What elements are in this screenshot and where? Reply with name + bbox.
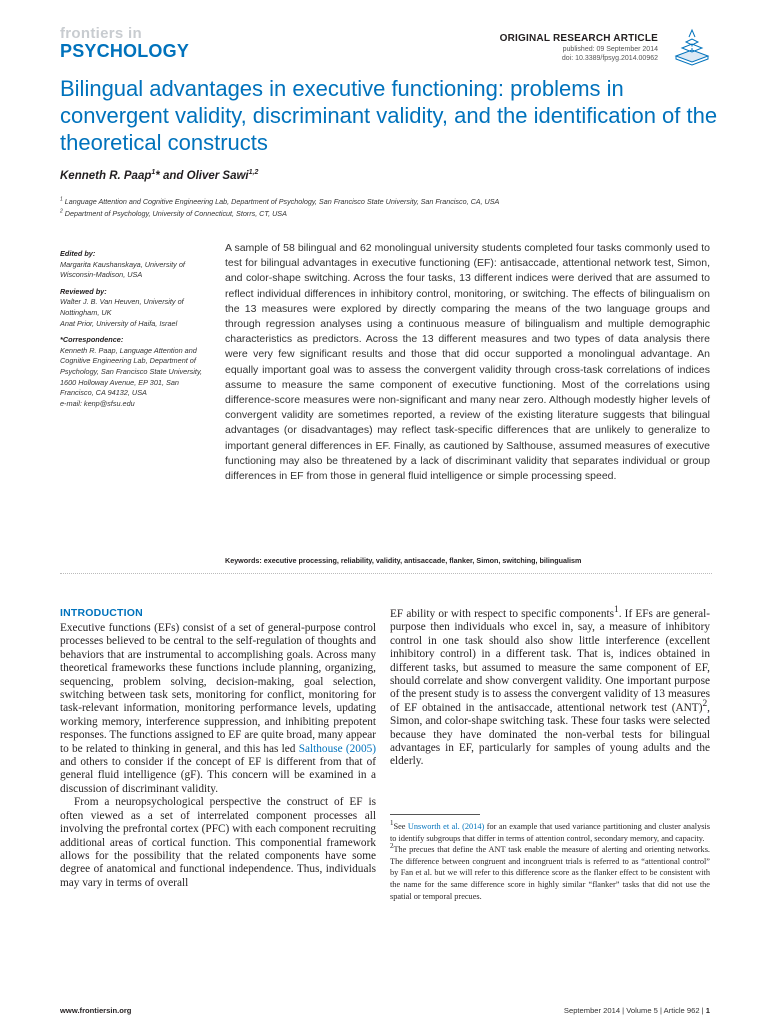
paragraph-text: Executive functions (EFs) consist of a set of general-purpose control processes believed to be central to the self-regulation of thoughts and behaviors that are instrumental to accomplishing goals. Across many theoretical frameworks these functions include planning, organizing, sequencing, problem solving, decision-making, goal selection, switching between task sets, monitoring for conflict, monitoring for task-relevant information, monitoring performance levels, updating working memory, interference suppression, and inhibiting prepotent responses. The functions assigned to EF are quite broad, many appear to be related to thinking in general, and this has led xyxy=(60,622,376,755)
affiliation xyxy=(60,209,287,218)
corresponding-marker: * xyxy=(155,170,160,182)
affiliation-number: 1 xyxy=(60,196,63,203)
author-name[interactable]: Oliver Sawi xyxy=(186,170,249,182)
footnote-text: for an example that used variance partitioning and cluster analysis to identify subgroups that differ in terms of attention control, secondary memory, and capacity. xyxy=(390,822,710,843)
reviewed-by-heading: Reviewed by: xyxy=(60,286,107,296)
author-conjunction: and xyxy=(159,170,187,182)
affiliation-number: 2 xyxy=(60,208,63,215)
affiliation-marker: 1 xyxy=(151,169,156,177)
paragraph-text: EF ability or with respect to specific components xyxy=(390,608,615,620)
citation-link[interactable]: Salthouse (2005) xyxy=(298,742,376,755)
reviewer-info: Walter J. B. Van Heuven, University of Nottingham, UK xyxy=(60,297,184,317)
footer-website-link[interactable]: www.frontiersin.org xyxy=(60,1006,132,1015)
author-name[interactable]: Kenneth R. Paap xyxy=(60,170,152,182)
footnote-number: 1 xyxy=(390,820,394,828)
logo-journal-name: PSYCHOLOGY xyxy=(60,41,190,61)
paragraph: From a neuropsychological perspective the construct of EF is often viewed as a set of interrelated component processes all involving the prefrontal cortex (PFC) with each component recruiting additional areas of cortical function. This componential framework allows for the possibility that the related components have some degree of anatomical and functional independence. Thus, individuals may vary in terms of overall xyxy=(60,796,376,889)
citation-link[interactable]: Unsworth et al. (2014) xyxy=(407,822,485,831)
footnote-number: 2 xyxy=(390,843,394,851)
footnote-rule xyxy=(390,814,480,815)
journal-logo[interactable] xyxy=(60,26,189,60)
editor-info: Margarita Kaushanskaya, University of Wisconsin-Madison, USA xyxy=(60,259,185,280)
paragraph-text: and others to consider if the concept of EF is different from that of general fluid intelligence (gF). This concern will be examined in a discussion of discriminant validity. xyxy=(60,756,376,795)
footnote-marker[interactable]: 1 xyxy=(614,605,619,616)
keywords-line: Keywords: executive processing, reliability, validity, antisaccade, flanker, Simon, switching, bilingualism xyxy=(225,556,582,565)
footer-citation-info xyxy=(564,1006,710,1015)
correspondence-email[interactable]: e-mail: kenp@sfsu.edu xyxy=(60,398,135,408)
footnote-text: The precues that define the ANT task enable the measure of alerting and orienting networks. The difference between congruent and incongruent trials is referred to as “attentional control” by Fan et al. but we will refer to this difference score as the flanker effect to be consistent with the name for the same difference score in highly similar “flanker” tasks that did not use the spatial or temporal precues. xyxy=(390,845,710,901)
affiliation-marker: 1,2 xyxy=(248,169,259,177)
paragraph xyxy=(60,622,376,796)
affiliation-text: Language Attention and Cognitive Engineering Lab, Department of Psychology, San Francisco State University, San Francisco, CA, USA xyxy=(64,197,500,206)
correspondence-heading: *Correspondence: xyxy=(60,335,124,345)
author-list xyxy=(60,170,258,182)
article-graphic-icon xyxy=(672,26,712,66)
article-title: Bilingual advantages in executive functioning: problems in convergent validity, discriminant validity, and the identification of the theoretical constructs xyxy=(60,76,718,155)
edited-by-heading: Edited by: xyxy=(60,249,96,258)
footer-issue-info: September 2014 | Volume 5 | Article 962 | xyxy=(563,1006,706,1015)
published-date: published: 09 September 2014 xyxy=(562,46,658,53)
footnotes xyxy=(390,821,710,902)
section-heading-introduction: INTRODUCTION xyxy=(60,607,143,619)
correspondence-address: Kenneth R. Paap, Language Attention and Cognitive Engineering Lab, Department of Psychology, San Francisco State University, 1600 Holloway Avenue, EP 301, San Francisco, CA 94132, USA xyxy=(60,345,203,398)
article-type-label: ORIGINAL RESEARCH ARTICLE xyxy=(499,33,658,44)
page-number: 1 xyxy=(705,1006,710,1015)
abstract-text: A sample of 58 bilingual and 62 monolingual university students completed four tasks commonly used to test for bilingual advantages in executive functioning (EF): antisaccade, attentional network test, Simon, and color-shape switching. Across the four tasks, 13 different indices were derived that are assumed to reflect individual differences in inhibitory control, monitoring, or switching. The effects of bilingualism on the 13 measures were explored by directly comparing the means of the two language groups and through regression analyses using a continuous measure of bilingualism and multiple demographic characteristics as predictors. Across the 13 different measures and two types of data analysis there were very few significant results and those that did occur supported a monolingual advantage. An equally important goal was to assess the convergent validity through cross-task correlations of indices assume to measure the same component of executive functioning. Most of the correlations using difference-score measures were non-significant and many near zero. Although modestly higher levels of convergent validity are sometimes reported, a review of the existing literature suggests that bilingual advantages (or disadvantages) may reflect task-specific differences that are unlikely to generalize to important general differences in EF. Finally, as cautioned by Salthouse, assumed measures of executive functioning may also be threatened by a lack of discriminant validity that separates individual or group differences in EF from those in general fluid intelligence or simple processing speed. xyxy=(225,242,710,483)
doi-link[interactable]: doi: 10.3389/fpsyg.2014.00962 xyxy=(561,55,658,62)
logo-frontiers-text: frontiers in xyxy=(60,25,142,42)
section-divider xyxy=(60,573,712,574)
paragraph-text: . If EFs are general-purpose then individuals who excel in, say, a measure of inhibitory control in one task should also show little interference (excellent inhibitory control) in a different task. That is, indices obtained in different tasks, but assumed to measure the same component of EF, should correlate and show convergent validity. One important purpose of the present study is to assess the convergent validity of 13 measures of EF obtained in the antisaccade, attentional network test (ANT) xyxy=(390,608,710,714)
affiliation-text: Department of Psychology, University of Connecticut, Storrs, CT, USA xyxy=(64,209,287,218)
footnote-marker[interactable]: 2 xyxy=(702,699,708,710)
footnote xyxy=(390,821,710,844)
footnote xyxy=(390,844,710,902)
reviewer-info: Anat Prior, University of Haifa, Israel xyxy=(60,318,178,328)
body-column-right xyxy=(390,605,710,769)
footnote-text: See xyxy=(393,822,408,831)
editorial-sidebar xyxy=(60,246,210,409)
paragraph-text: , Simon, and color-shape switching task. These four tasks were selected because they have dominated the non-verbal tests for bilingual advantages in EF, particularly for samples of young adults and the elderly. xyxy=(390,701,710,768)
affiliation xyxy=(60,197,499,206)
body-column-left xyxy=(60,622,376,890)
paragraph xyxy=(390,605,710,769)
